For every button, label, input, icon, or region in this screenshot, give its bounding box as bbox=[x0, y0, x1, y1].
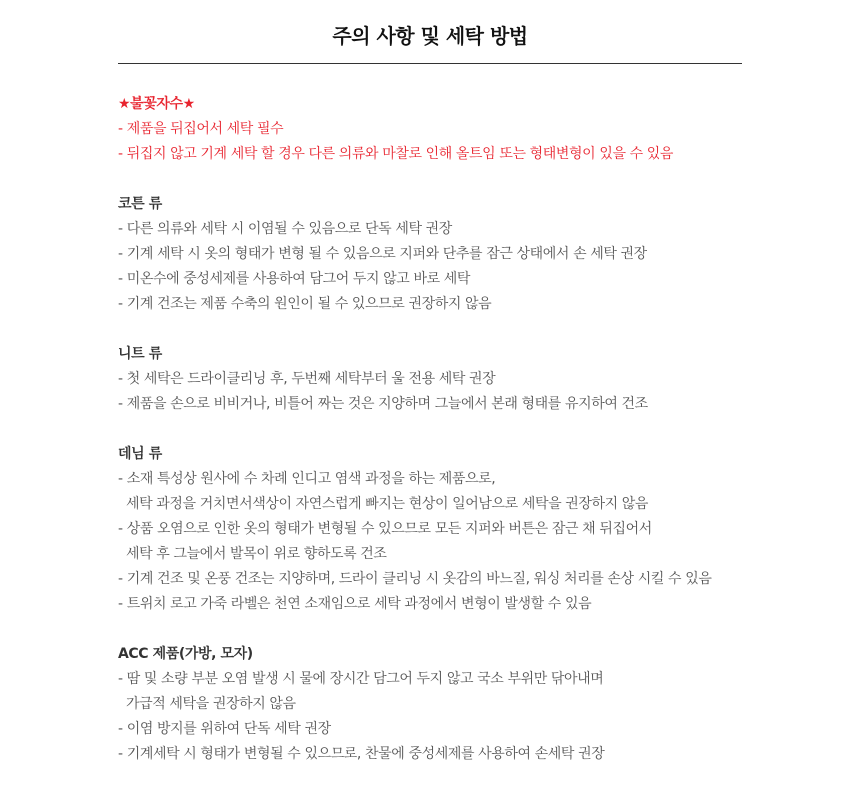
section-knit bbox=[118, 342, 758, 417]
list-item-continuation: 세탁 후 그늘에서 발목이 위로 향하도록 건조 bbox=[126, 546, 387, 562]
section-heading: 코튼 류 bbox=[118, 196, 162, 212]
list-item: - 상품 오염으로 인한 옷의 형태가 변형될 수 있으므로 모든 지퍼와 버튼은 잠근 채 뒤집어서 bbox=[118, 521, 652, 537]
list-item: - 기계 세탁 시 옷의 형태가 변형 될 수 있음으로 지퍼와 단추를 잠근 상태에서 손 세탁 권장 bbox=[118, 246, 647, 262]
section-heading: 니트 류 bbox=[118, 346, 162, 362]
section-heading: ★불꽃자수★ bbox=[118, 96, 195, 112]
section-acc bbox=[118, 642, 758, 767]
list-item: - 제품을 뒤집어서 세탁 필수 bbox=[118, 121, 284, 137]
section-heading: ACC 제품(가방, 모자) bbox=[118, 646, 253, 662]
list-item: - 땀 및 소량 부분 오염 발생 시 물에 장시간 담그어 두지 않고 국소 부위만 닦아내며 bbox=[118, 671, 604, 687]
section-cotton bbox=[118, 192, 758, 317]
list-item: - 첫 세탁은 드라이클리닝 후, 두번째 세탁부터 울 전용 세탁 권장 bbox=[118, 371, 496, 387]
section-denim bbox=[118, 442, 758, 617]
list-item: - 제품을 손으로 비비거나, 비틀어 짜는 것은 지양하며 그늘에서 본래 형태를 유지하여 건조 bbox=[118, 396, 648, 412]
section-embroidery bbox=[118, 92, 758, 167]
list-item: - 미온수에 중성세제를 사용하여 담그어 두지 않고 바로 세탁 bbox=[118, 271, 471, 287]
list-item: - 다른 의류와 세탁 시 이염될 수 있음으로 단독 세탁 권장 bbox=[118, 221, 452, 237]
list-item: - 트위치 로고 가죽 라벨은 천연 소재임으로 세탁 과정에서 변형이 발생할 수 있음 bbox=[118, 596, 592, 612]
page-title: 주의 사항 및 세탁 방법 bbox=[332, 24, 528, 48]
list-item: - 뒤집지 않고 기계 세탁 할 경우 다른 의류와 마찰로 인해 올트임 또는 형태변형이 있을 수 있음 bbox=[118, 146, 674, 162]
care-instructions bbox=[118, 92, 758, 767]
list-item: - 이염 방지를 위하여 단독 세탁 권장 bbox=[118, 721, 331, 737]
list-item: - 기계세탁 시 형태가 변형될 수 있으므로, 찬물에 중성세제를 사용하여 손세탁 권장 bbox=[118, 746, 605, 762]
list-item-continuation: 가급적 세탁을 권장하지 않음 bbox=[126, 696, 296, 712]
section-heading: 데님 류 bbox=[118, 446, 162, 462]
list-item: - 기계 건조는 제품 수축의 원인이 될 수 있으므로 권장하지 않음 bbox=[118, 296, 492, 312]
list-item: - 기계 건조 및 온풍 건조는 지양하며, 드라이 클리닝 시 옷감의 바느질, 워싱 처리를 손상 시킬 수 있음 bbox=[118, 571, 712, 587]
list-item-continuation: 세탁 과정을 거치면서색상이 자연스럽게 빠지는 현상이 일어남으로 세탁을 권장하지 않음 bbox=[126, 496, 649, 512]
title-divider bbox=[118, 63, 742, 64]
list-item: - 소재 특성상 원사에 수 차례 인디고 염색 과정을 하는 제품으로, bbox=[118, 471, 496, 487]
